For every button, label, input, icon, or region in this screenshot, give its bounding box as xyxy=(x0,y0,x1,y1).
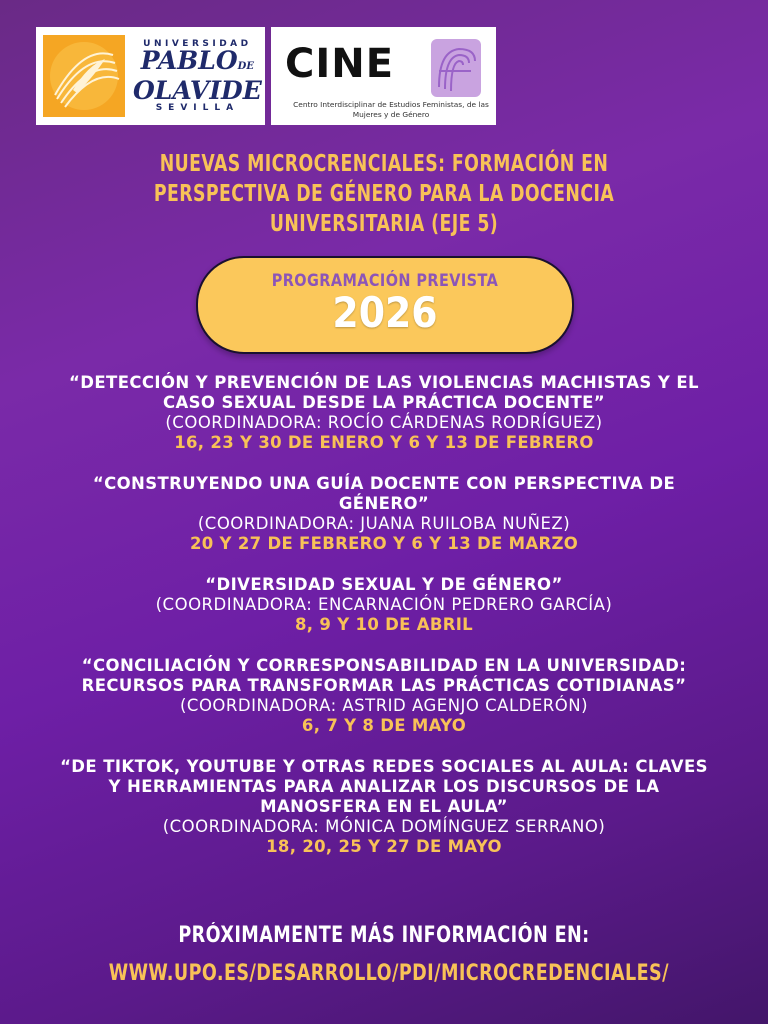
course-coordinator: (COORDINADORA: JUANA RUILOBA NUÑEZ) xyxy=(197,514,571,533)
program-badge xyxy=(196,256,574,354)
course-item xyxy=(60,575,708,635)
course-title: “DIVERSIDAD SEXUAL Y DE GÉNERO” xyxy=(205,575,563,594)
course-item xyxy=(60,474,708,554)
upo-bottom-text: SEVILLA xyxy=(155,103,240,113)
course-coordinator: (COORDINADORA: ROCÍO CÁRDENAS RODRÍGUEZ) xyxy=(165,413,603,432)
cinef-wordmark: CINE xyxy=(285,41,395,87)
footer xyxy=(40,922,728,988)
course-item xyxy=(60,373,708,453)
upo-wordmark xyxy=(133,39,262,113)
cinef-subtitle: Centro Interdisciplinar de Estudios Feministas, de las Mujeres y de Género xyxy=(293,100,489,119)
course-title: “DETECCIÓN Y PREVENCIÓN DE LAS VIOLENCIAS MACHISTAS Y EL CASO SEXUAL DESDE LA PRÁCTICA DOCENTE” xyxy=(69,373,699,412)
upo-name-line1: PABLODE xyxy=(140,46,254,75)
course-dates: 18, 20, 25 Y 27 DE MAYO xyxy=(266,837,502,856)
more-info-url[interactable]: WWW.UPO.ES/DESARROLLO/PDI/MICROCREDENCIALES/ xyxy=(108,961,669,986)
course-list xyxy=(60,373,708,878)
program-label: PROGRAMACIÓN PREVISTA xyxy=(271,271,499,291)
program-year: 2026 xyxy=(332,288,438,337)
cinef-logo xyxy=(271,27,496,125)
course-coordinator: (COORDINADORA: MÓNICA DOMÍNGUEZ SERRANO) xyxy=(162,817,606,836)
page-title: NUEVAS MICROCRENCIALES: FORMACIÓN EN PERSPECTIVA DE GÉNERO PARA LA DOCENCIA UNIVERSITARIA (EJE 5) xyxy=(153,149,615,237)
course-dates: 20 Y 27 DE FEBRERO Y 6 Y 13 DE MARZO xyxy=(189,534,579,553)
course-title: “CONSTRUYENDO UNA GUÍA DOCENTE CON PERSPECTIVA DE GÉNERO” xyxy=(92,474,676,513)
upo-top-text: UNIVERSIDAD xyxy=(143,39,252,49)
fingerprint-f-icon xyxy=(429,37,483,99)
course-item xyxy=(60,757,708,857)
course-coordinator: (COORDINADORA: ENCARNACIÓN PEDRERO GARCÍA) xyxy=(155,595,613,614)
upo-emblem-icon xyxy=(43,35,125,117)
header-logos xyxy=(36,27,496,125)
course-dates: 8, 9 Y 10 DE ABRIL xyxy=(295,615,473,634)
upo-name-line2: OLAVIDE xyxy=(133,76,262,105)
course-title: “DE TIKTOK, YOUTUBE Y OTRAS REDES SOCIALES AL AULA: CLAVES Y HERRAMIENTAS PARA ANALIZAR LOS DISCURSOS DE LA MANOSFERA EN EL AULA” xyxy=(60,757,708,816)
course-dates: 6, 7 Y 8 DE MAYO xyxy=(301,716,467,735)
course-item xyxy=(60,656,708,736)
upo-logo xyxy=(36,27,265,125)
course-dates: 16, 23 Y 30 DE ENERO Y 6 Y 13 DE FEBRERO xyxy=(174,433,594,452)
course-title: “CONCILIACIÓN Y CORRESPONSABILIDAD EN LA UNIVERSIDAD: RECURSOS PARA TRANSFORMAR LAS PRÁCTICAS COTIDIANAS” xyxy=(81,656,687,695)
more-info-label: PRÓXIMAMENTE MÁS INFORMACIÓN EN: xyxy=(178,923,590,948)
course-coordinator: (COORDINADORA: ASTRID AGENJO CALDERÓN) xyxy=(179,696,589,715)
